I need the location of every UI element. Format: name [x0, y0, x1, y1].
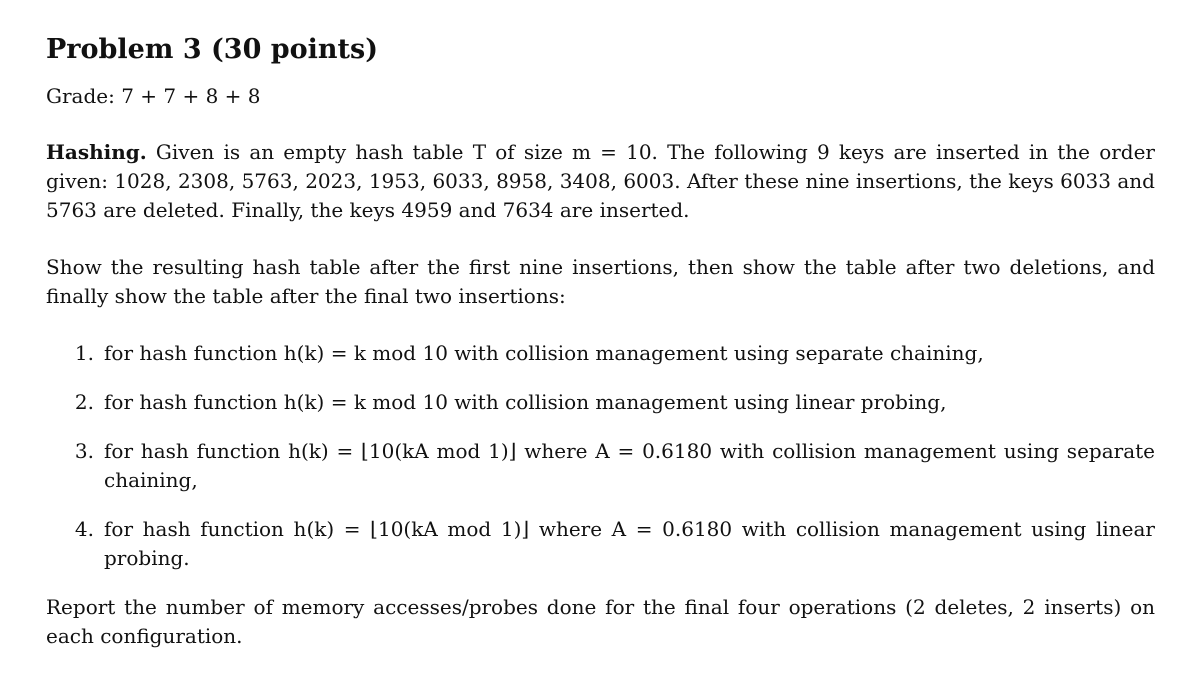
hashing-paragraph: [46, 138, 1155, 225]
list-item: [46, 339, 1155, 368]
item-number: 3.: [74, 439, 94, 463]
list-item: [46, 388, 1155, 417]
problem-title: Problem 3 (30 points): [46, 34, 378, 65]
item-text: for hash function h(k) = ⌊10(kA mod 1)⌋ where A = 0.6180 with collision management using separate chaining,: [104, 439, 1155, 492]
grade-line: Grade: 7 + 7 + 8 + 8: [46, 84, 261, 108]
hashing-text: Given is an empty hash table T of size m = 10. The following 9 keys are inserted in the order given: 1028, 2308, 5763, 2023, 1953, 6033, 8958, 3408, 6003. After these nine insertions, the keys 6033 and 5763 are deleted. Finally, the keys 4959 and 7634 are inserted.: [46, 140, 1155, 222]
item-number: 1.: [74, 341, 94, 365]
list-item: [46, 437, 1155, 495]
hashing-lead: Hashing.: [46, 140, 147, 164]
item-text: for hash function h(k) = k mod 10 with collision management using separate chaining,: [104, 341, 984, 365]
list-item: [46, 515, 1155, 573]
task-list: [46, 339, 1155, 573]
item-text: for hash function h(k) = k mod 10 with collision management using linear probing,: [104, 390, 947, 414]
item-text: for hash function h(k) = ⌊10(kA mod 1)⌋ where A = 0.6180 with collision management using linear probing.: [104, 517, 1155, 570]
item-number: 4.: [74, 517, 94, 541]
instruction-paragraph: Show the resulting hash table after the first nine insertions, then show the table after two deletions, and finally show the table after the final two insertions:: [46, 255, 1155, 308]
item-number: 2.: [74, 390, 94, 414]
report-paragraph: Report the number of memory accesses/probes done for the final four operations (2 deletes, 2 inserts) on each configuration.: [46, 595, 1155, 648]
